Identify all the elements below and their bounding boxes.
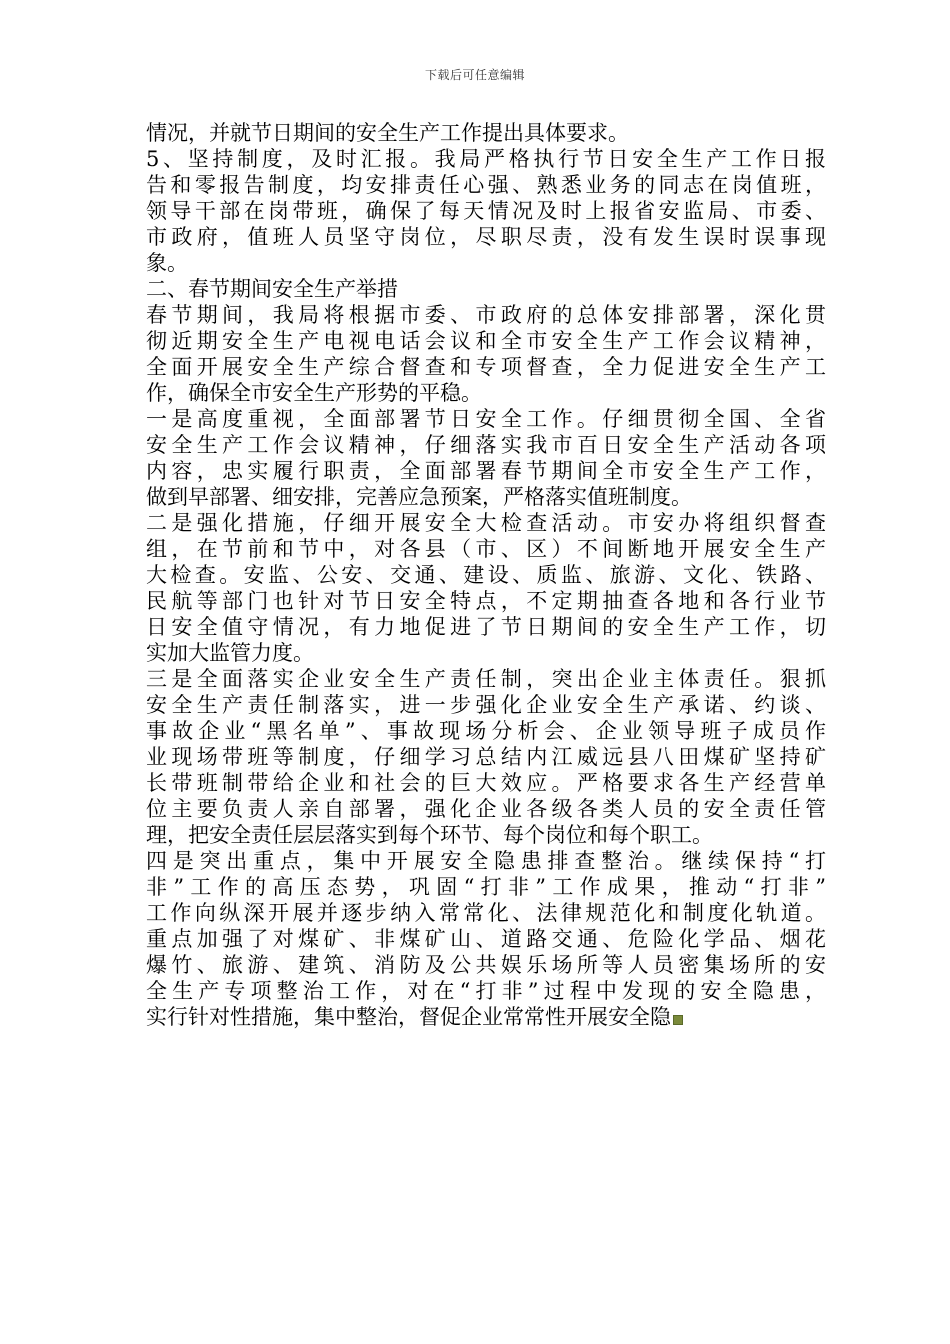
body-line: 民航等部门也针对节日安全特点，不定期抽查各地和各行业节: [146, 589, 826, 613]
body-line: 二是强化措施，仔细开展安全大检查活动。市安办将组织督查: [146, 511, 826, 535]
body-line: 业现场带班等制度，仔细学习总结内江威远县八田煤矿坚持矿: [146, 745, 826, 769]
body-line: 三是全面落实企业安全生产责任制，突出企业主体责任。狠抓: [146, 667, 826, 691]
body-line: 实行针对性措施，集中整治，督促企业常常性开展安全隐: [146, 1004, 826, 1030]
body-line: 四是突出重点，集中开展安全隐患排查整治。继续保持“打: [146, 849, 826, 873]
body-line: 安全生产责任制落实，进一步强化企业安全生产承诺、约谈、: [146, 693, 826, 717]
body-line: 工作向纵深开展并逐步纳入常常化、法律规范化和制度化轨道。: [146, 901, 826, 925]
body-line: 日安全值守情况，有力地促进了节日期间的安全生产工作，切: [146, 615, 826, 639]
body-line: 春节期间，我局将根据市委、市政府的总体安排部署，深化贯: [146, 303, 826, 327]
body-line: 组，在节前和节中，对各县（市、区）不间断地开展安全生产: [146, 537, 826, 561]
body-line: 情况，并就节日期间的安全生产工作提出具体要求。: [146, 121, 629, 145]
body-line: 非”工作的高压态势，巩固“打非”工作成果，推动“打非”: [146, 875, 826, 899]
body-line: 作，确保全市安全生产形势的平稳。: [146, 381, 482, 405]
body-line: 象。: [146, 251, 188, 275]
end-marker-icon: [673, 1015, 683, 1025]
body-line: 事故企业“黑名单”、事故现场分析会、企业领导班子成员作: [146, 719, 826, 743]
body-line: 做到早部署、细安排，完善应急预案，严格落实值班制度。: [146, 485, 692, 509]
body-line: 内容，忠实履行职责，全面部署春节期间全市安全生产工作，: [146, 459, 826, 483]
body-line: 重点加强了对煤矿、非煤矿山、道路交通、危险化学品、烟花: [146, 927, 826, 951]
body-line: 市政府，值班人员坚守岗位，尽职尽责，没有发生误时误事现: [146, 225, 826, 249]
body-line: 大检查。安监、公安、交通、建设、质监、旅游、文化、铁路、: [146, 563, 826, 587]
body-line: 5、坚持制度，及时汇报。我局严格执行节日安全生产工作日报: [146, 147, 826, 171]
body-line: 位主要负责人亲自部署，强化企业各级各类人员的安全责任管: [146, 797, 826, 821]
body-line: 彻近期安全生产电视电话会议和全市安全生产工作会议精神，: [146, 329, 826, 353]
body-line: 全面开展安全生产综合督查和专项督查，全力促进安全生产工: [146, 355, 826, 379]
page-header-note: 下载后可任意编辑: [424, 68, 525, 82]
body-line: 二、春节期间安全生产举措: [146, 277, 398, 301]
body-line: 实加大监管力度。: [146, 641, 314, 665]
body-line: 理，把安全责任层层落实到每个环节、每个岗位和每个职工。: [146, 823, 713, 847]
body-line: 全生产专项整治工作，对在“打非”过程中发现的安全隐患，: [146, 979, 826, 1003]
body-line: 爆竹、旅游、建筑、消防及公共娱乐场所等人员密集场所的安: [146, 953, 826, 977]
document-body: [146, 120, 826, 1030]
body-line: 长带班制带给企业和社会的巨大效应。严格要求各生产经营单: [146, 771, 826, 795]
body-line: 告和零报告制度，均安排责任心强、熟悉业务的同志在岗值班，: [146, 173, 826, 197]
body-line: 安全生产工作会议精神，仔细落实我市百日安全生产活动各项: [146, 433, 826, 457]
body-line: 一是高度重视，全面部署节日安全工作。仔细贯彻全国、全省: [146, 407, 826, 431]
body-line: 领导干部在岗带班，确保了每天情况及时上报省安监局、市委、: [146, 199, 826, 223]
